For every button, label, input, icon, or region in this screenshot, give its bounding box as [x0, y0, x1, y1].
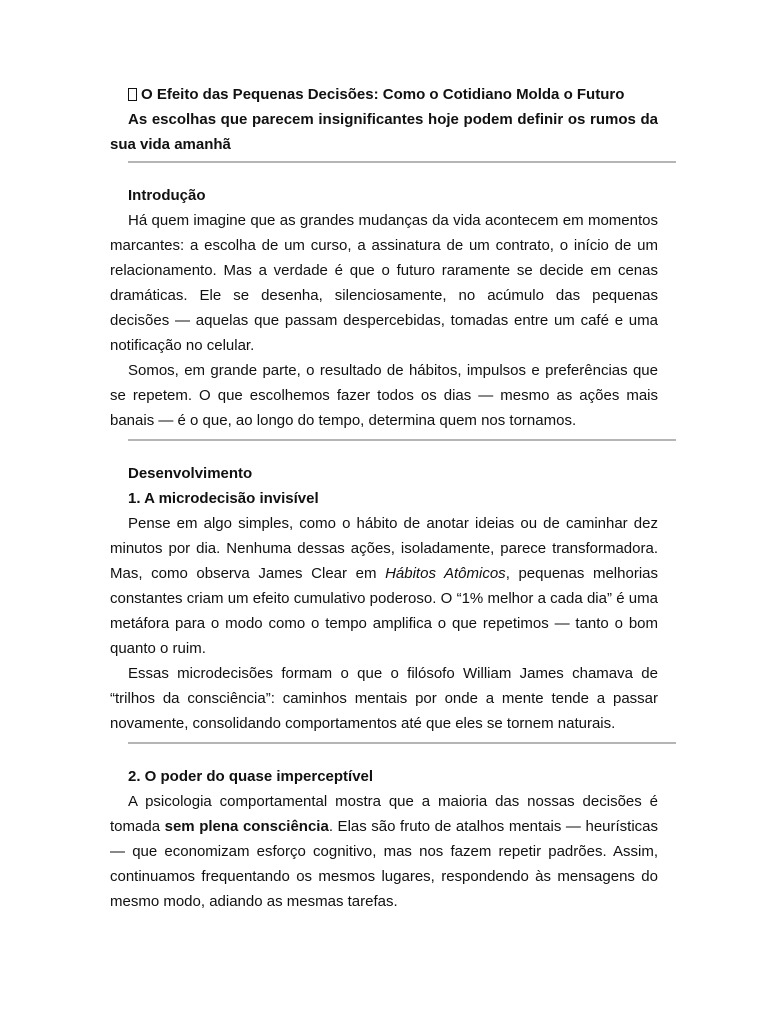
emphasis-text: sem plena consciência — [164, 818, 329, 835]
document-body — [110, 82, 658, 914]
document-title-text: O Efeito das Pequenas Decisões: Como o Cotidiano Molda o Futuro — [141, 86, 625, 103]
section-1-paragraph-1: Pense em algo simples, como o hábito de anotar ideias ou de caminhar dez minutos por dia. Nenhuma dessas ações, isoladamente, parece transformadora. Mas, como observa James Clear em Hábitos Atômicos, pequenas melhorias constantes criam um efeito cumulativo poderoso. O “1% melhor a cada dia” é uma metáfora para o modo como o tempo amplifica o que repetimos — tanto o bom quanto o ruim. — [110, 515, 658, 657]
section-2-heading: 2. O poder do quase imperceptível — [128, 768, 374, 785]
document-subtitle: As escolhas que parecem insignificantes hoje podem definir os rumos da sua vida amanhã — [110, 111, 658, 153]
intro-paragraph-1: Há quem imagine que as grandes mudanças da vida acontecem em momentos marcantes: a escolha de um curso, a assinatura de um contrato, o início de um relacionamento. Mas a verdade é que o futuro raramente se decide em cenas dramáticas. Ele se desenha, silenciosamente, no acúmulo das pequenas decisões — aquelas que passam despercebidas, tomadas entre um café e uma notificação no celular. — [110, 212, 658, 354]
intro-heading: Introdução — [128, 187, 206, 204]
document-title — [110, 82, 658, 107]
section-1-paragraph-2: Essas microdecisões formam o que o filósofo William James chamava de “trilhos da consciência”: caminhos mentais por onde a mente tende a passar novamente, consolidando comportamentos até que eles se tornem naturais. — [110, 665, 658, 732]
section-1-heading: 1. A microdecisão invisível — [128, 490, 319, 507]
missing-glyph-icon — [128, 88, 137, 101]
development-heading: Desenvolvimento — [128, 465, 253, 482]
section-2-paragraph-1: A psicologia comportamental mostra que a maioria das nossas decisões é tomada sem plena consciência. Elas são fruto de atalhos mentais — heurísticas — que economizam esforço cognitivo, mas nos fazem repetir padrões. Assim, continuamos frequentando os mesmos lugares, respondendo às mensagens do mesmo modo, adiando as mesmas tarefas. — [110, 793, 659, 910]
book-title: Hábitos Atômicos — [385, 565, 506, 582]
intro-paragraph-2: Somos, em grande parte, o resultado de hábitos, impulsos e preferências que se repetem. O que escolhemos fazer todos os dias — mesmo as ações mais banais — é o que, ao longo do tempo, determina quem nos tornamos. — [110, 362, 658, 429]
